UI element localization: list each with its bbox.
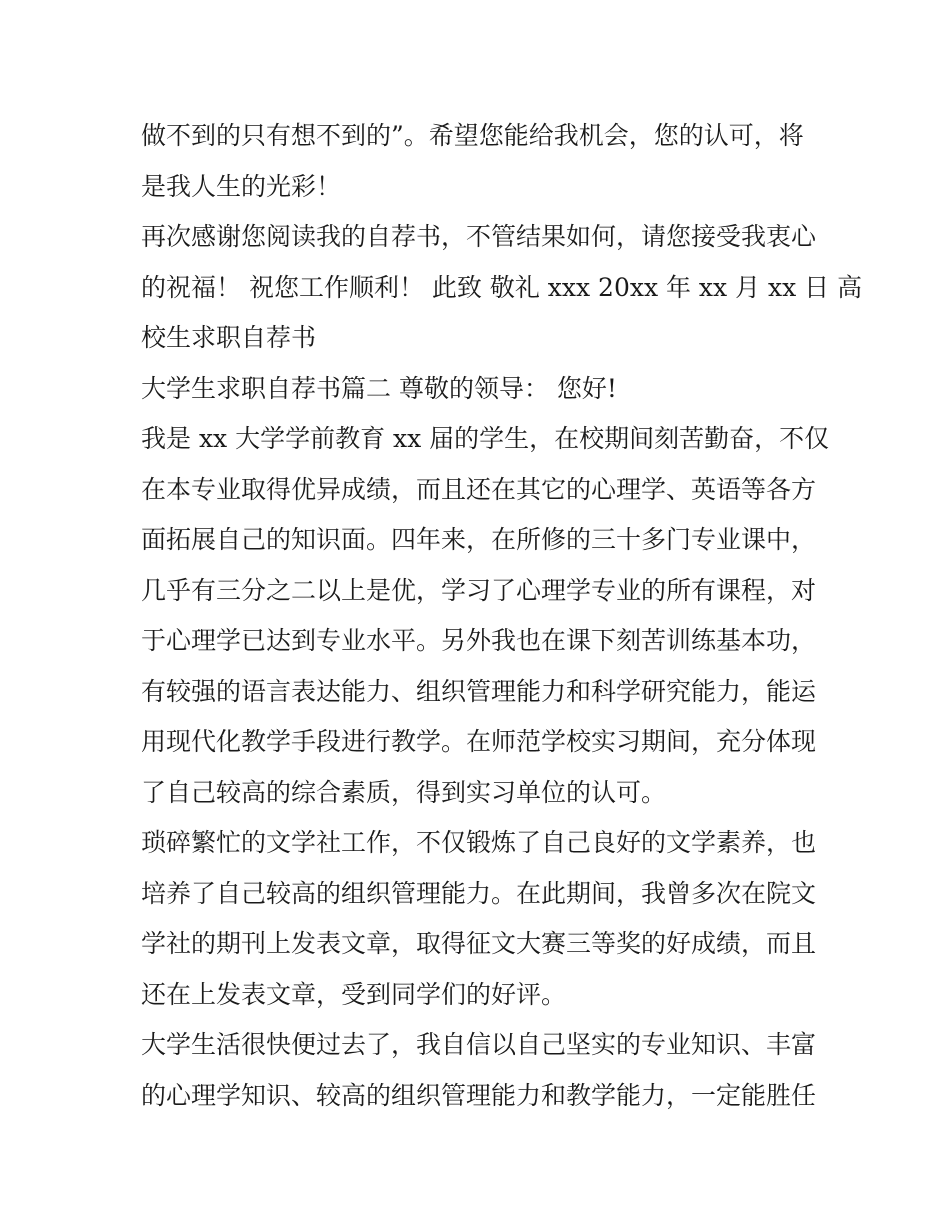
text-line: 我是 xx 大学学前教育 xx 届的学生，在校期间刻苦勤奋，不仅: [141, 424, 830, 453]
text-line: 几乎有三分之二以上是优，学习了心理学专业的所有课程，对: [141, 575, 817, 605]
text-line: 了自己较高的综合素质，得到实习单位的认可。: [141, 777, 667, 807]
text-line: 做不到的只有想不到的”。希望您能给我机会，您的认可，将: [141, 121, 804, 150]
text-line: 学社的期刊上发表文章，取得征文大赛三等奖的好成绩，而且: [141, 929, 817, 958]
text-line: 的心理学知识、较高的组织管理能力和教学能力，一定能胜任: [141, 1080, 817, 1110]
text-line: 校生求职自荐书: [141, 323, 317, 352]
text-line: 再次感谢您阅读我的自荐书，不管结果如何，请您接受我衷心: [141, 222, 817, 251]
text-line: 在本专业取得优异成绩，而且还在其它的心理学、英语等各方: [141, 474, 817, 504]
text-line: 培养了自己较高的组织管理能力。在此期间，我曾多次在院文: [141, 878, 817, 908]
text-line: 大学生活很快便过去了，我自信以自己坚实的专业知识、丰富: [141, 1030, 817, 1059]
body-text: [141, 111, 863, 1121]
text-line: 用现代化教学手段进行教学。在师范学校实习期间，充分体现: [141, 727, 817, 756]
text-line: 面拓展自己的知识面。四年来，在所修的三十多门专业课中，: [141, 525, 817, 554]
section-heading-line: 大学生求职自荐书篇二 尊敬的领导： 您好!: [141, 373, 617, 403]
text-line: 的祝福！ 祝您工作顺利！ 此致 敬礼 xxx 20xx 年 xx 月 xx 日 高: [141, 272, 863, 302]
text-line: 琐碎繁忙的文学社工作，不仅锻炼了自己良好的文学素养，也: [141, 828, 817, 857]
text-line: 还在上发表文章，受到同学们的好评。: [141, 979, 567, 1009]
text-line: 于心理学已达到专业水平。另外我也在课下刻苦训练基本功，: [141, 626, 817, 655]
text-line: 有较强的语言表达能力、组织管理能力和科学研究能力，能运: [141, 676, 817, 706]
text-line: 是我人生的光彩！: [141, 171, 342, 201]
